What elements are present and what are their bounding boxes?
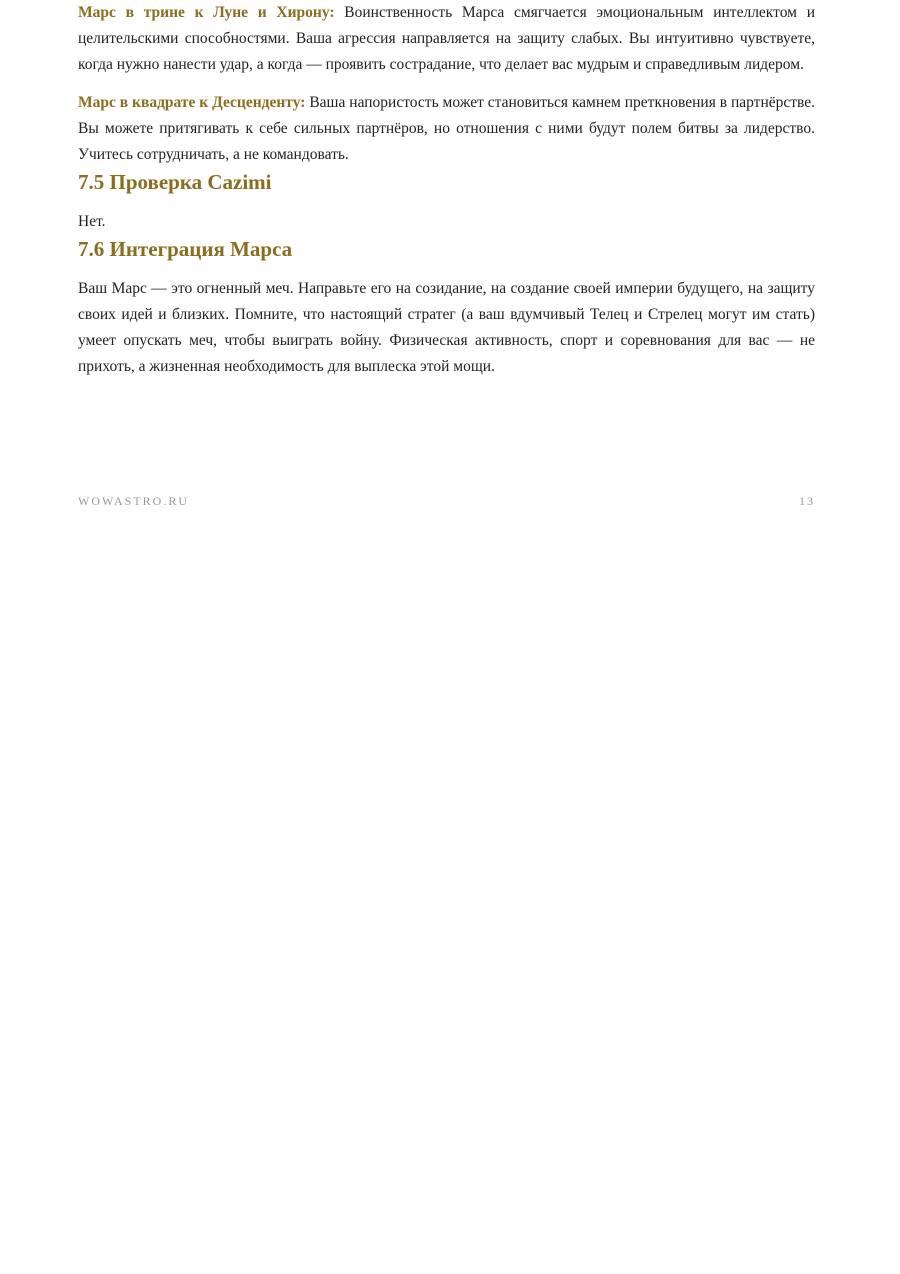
aspect-descendant-text: Ваша напористость может становиться камнем преткновения в партнёрстве. Вы можете притягивать к себе сильных партнёров, но отношения с ними будут полем битвы за лидерство. Учитесь сотрудничать, а не командовать. <box>78 94 816 163</box>
cazimi-paragraph: Нет. <box>78 213 106 230</box>
footer-site-name: WOWASTRO.RU <box>78 494 189 508</box>
aspect-moon-chiron-lead: Марс в трине к Луне и Хирону: <box>78 4 335 21</box>
aspect-descendant-paragraph <box>78 90 815 168</box>
document-page <box>78 0 815 380</box>
aspect-moon-chiron-paragraph <box>78 0 815 78</box>
aspect-descendant-lead: Марс в квадрате к Десценденту: <box>78 94 306 111</box>
integration-paragraph: Ваш Марс — это огненный меч. Направьте его на созидание, на создание своей империи будущего, на защиту своих идей и близких. Помните, что настоящий стратег (а ваш вдумчивый Телец и Стрелец могут им стать) умеет опускать меч, чтобы выиграть войну. Физическая активность, спорт и соревнования для вас — не прихоть, а жизненная необходимость для выплеска этой мощи. <box>78 280 815 375</box>
footer-page-number: 13 <box>799 494 815 508</box>
section-heading-integration: 7.6 Интеграция Марса <box>78 237 293 261</box>
page-footer <box>78 494 815 509</box>
aspect-moon-chiron-text: Воинственность Марса смягчается эмоциональным интеллектом и целительскими способностями. Ваша агрессия направляется на защиту слабых. Вы интуитивно чувствуете, когда нужно нанести удар, а когда — проявить сострадание, что делает вас мудрым и справедливым лидером. <box>78 4 815 73</box>
section-heading-cazimi: 7.5 Проверка Cazimi <box>78 170 272 194</box>
